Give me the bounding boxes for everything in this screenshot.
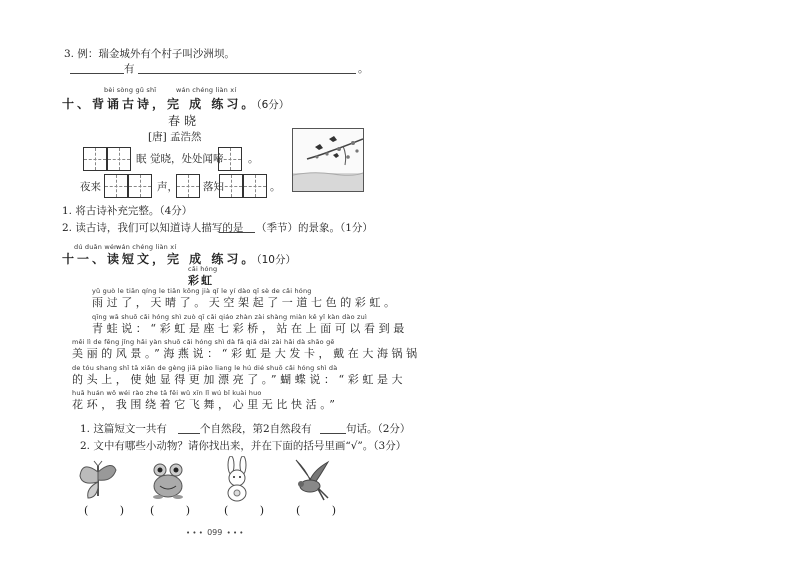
poem-grid-box[interactable] [218, 147, 242, 171]
poem-line2-b: 声， [157, 181, 178, 193]
s11-q1-b: 个自然段，第2自然段有 [200, 423, 312, 435]
poem-author: [唐] 孟浩然 [148, 131, 202, 143]
page-number-row [186, 528, 243, 537]
passage-line3: 美丽的风景。”海燕说：“彩虹是大发卡，戴在大海锅锅 [72, 347, 421, 360]
poem-line1-b: 觉晓，处处闻啼 [150, 153, 224, 165]
poem-grid-box[interactable] [243, 174, 267, 198]
dot-divider-icon: • • • [186, 529, 203, 537]
s10-pinyin-b: wán chéng liàn xí [176, 86, 237, 94]
paragraph-count-blank[interactable] [178, 433, 200, 434]
sentence-count-blank[interactable] [320, 433, 346, 434]
passage-line1-pinyin: yǔ guò le tiān qíng le tiān kōng jià qǐ le yí dào qī sè de cǎi hóng [92, 287, 312, 295]
q3-end-mark: 。 [358, 63, 369, 75]
story-title-pinyin: cǎi hóng [188, 265, 218, 273]
rabbit-answer-paren[interactable]: ( ) [224, 504, 279, 517]
page-number: 099 [207, 528, 223, 537]
branch-birds-icon [293, 129, 363, 191]
swallow-answer-paren[interactable]: ( ) [296, 504, 351, 517]
q3-blank-1[interactable] [70, 73, 124, 74]
butterfly-answer-paren[interactable]: ( ) [84, 504, 139, 517]
rabbit-icon [220, 456, 254, 502]
s11-q1-a: 1. 这篇短文一共有 [80, 423, 167, 435]
passage-line5: 花环，我围绕着它飞舞，心里无比快活。” [72, 398, 339, 411]
passage-line4: 的头上，使她显得更加漂亮了。”蝴蝶说：“彩虹是大 [72, 373, 407, 386]
s10-sub1: 1. 将古诗补充完整。（4分） [62, 205, 193, 217]
passage-line2-pinyin: qīng wā shuō cǎi hóng shì zuò qī cǎi qiáo zhàn zài shàng miàn kě yǐ kàn dào zuì [92, 313, 367, 321]
passage-line4-pinyin: de tóu shang shǐ tā xiǎn de gèng jiā piào liang le hú dié shuō cǎi hóng shì dà [72, 364, 338, 372]
section11-heading [62, 250, 296, 267]
q3-example: 3. 例：瑞金城外有个村子叫沙洲坝。 [64, 48, 235, 60]
s10-sub2-b: （季节）的景象。（1分） [256, 222, 373, 234]
section11-title: 十一、读短文，完 成 练习。 [62, 252, 257, 266]
s10-sub2-a: 2. 读古诗，我们可以知道诗人描写的是 [62, 222, 244, 234]
section10-heading [62, 95, 289, 112]
poem-grid-box[interactable] [219, 174, 243, 198]
passage-line1: 雨过了，天晴了。天空架起了一道七色的彩虹。 [92, 296, 399, 309]
section10-title: 十、背诵古诗，完 成 练习。 [62, 97, 257, 111]
poem-grid-box[interactable] [104, 174, 128, 198]
season-blank[interactable] [219, 232, 255, 233]
butterfly-icon [76, 458, 120, 502]
passage-line2: 青蛙说：“彩虹是座七彩桥，站在上面可以看到最 [92, 322, 408, 335]
poem-line1-end: 。 [248, 153, 259, 165]
section11-points: （10分） [256, 254, 296, 266]
passage-line3-pinyin: měi lì de fēng jǐng hǎi yàn shuō cǎi hóng shì dà fā qiǎ dài zài hǎi dà shāo gē [72, 338, 335, 346]
frog-answer-paren[interactable]: ( ) [150, 504, 205, 517]
spring-dawn-illustration [292, 128, 364, 192]
s11-q2: 2. 文中有哪些小动物？请你找出来，并在下面的括号里画“√”。（3分） [80, 440, 407, 452]
poem-grid-box[interactable] [176, 174, 200, 198]
poem-grid-box[interactable] [107, 147, 131, 171]
s10-pinyin-a: bèi sòng gǔ shī [104, 86, 157, 94]
q3-mid-word: 有 [124, 63, 135, 75]
poem-line2-c: 落知 [203, 181, 224, 193]
frog-icon [148, 460, 188, 500]
poem-grid-box[interactable] [128, 174, 152, 198]
dot-divider-icon: • • • [226, 529, 244, 537]
poem-grid-box[interactable] [83, 147, 107, 171]
section10-points: （6分） [256, 99, 290, 111]
poem-line2-end: 。 [270, 181, 281, 193]
poem-line1-a: 眠 [136, 153, 147, 165]
swallow-icon [288, 456, 334, 502]
s11-q1-c: 句话。（2分） [346, 423, 411, 435]
s11-pinyin-a: dú duǎn wén [74, 243, 119, 251]
s11-pinyin-b: wán chéng liàn xí [116, 243, 177, 251]
poem-line2-a: 夜来 [80, 181, 101, 193]
story-title: 彩虹 [188, 274, 214, 287]
passage-line5-pinyin: huā huán wǒ wéi rào zhe tā fēi wǔ xīn lǐ wú bǐ kuài huo [72, 389, 262, 397]
poem-title: 春晓 [168, 114, 201, 128]
q3-blank-2[interactable] [138, 73, 356, 74]
